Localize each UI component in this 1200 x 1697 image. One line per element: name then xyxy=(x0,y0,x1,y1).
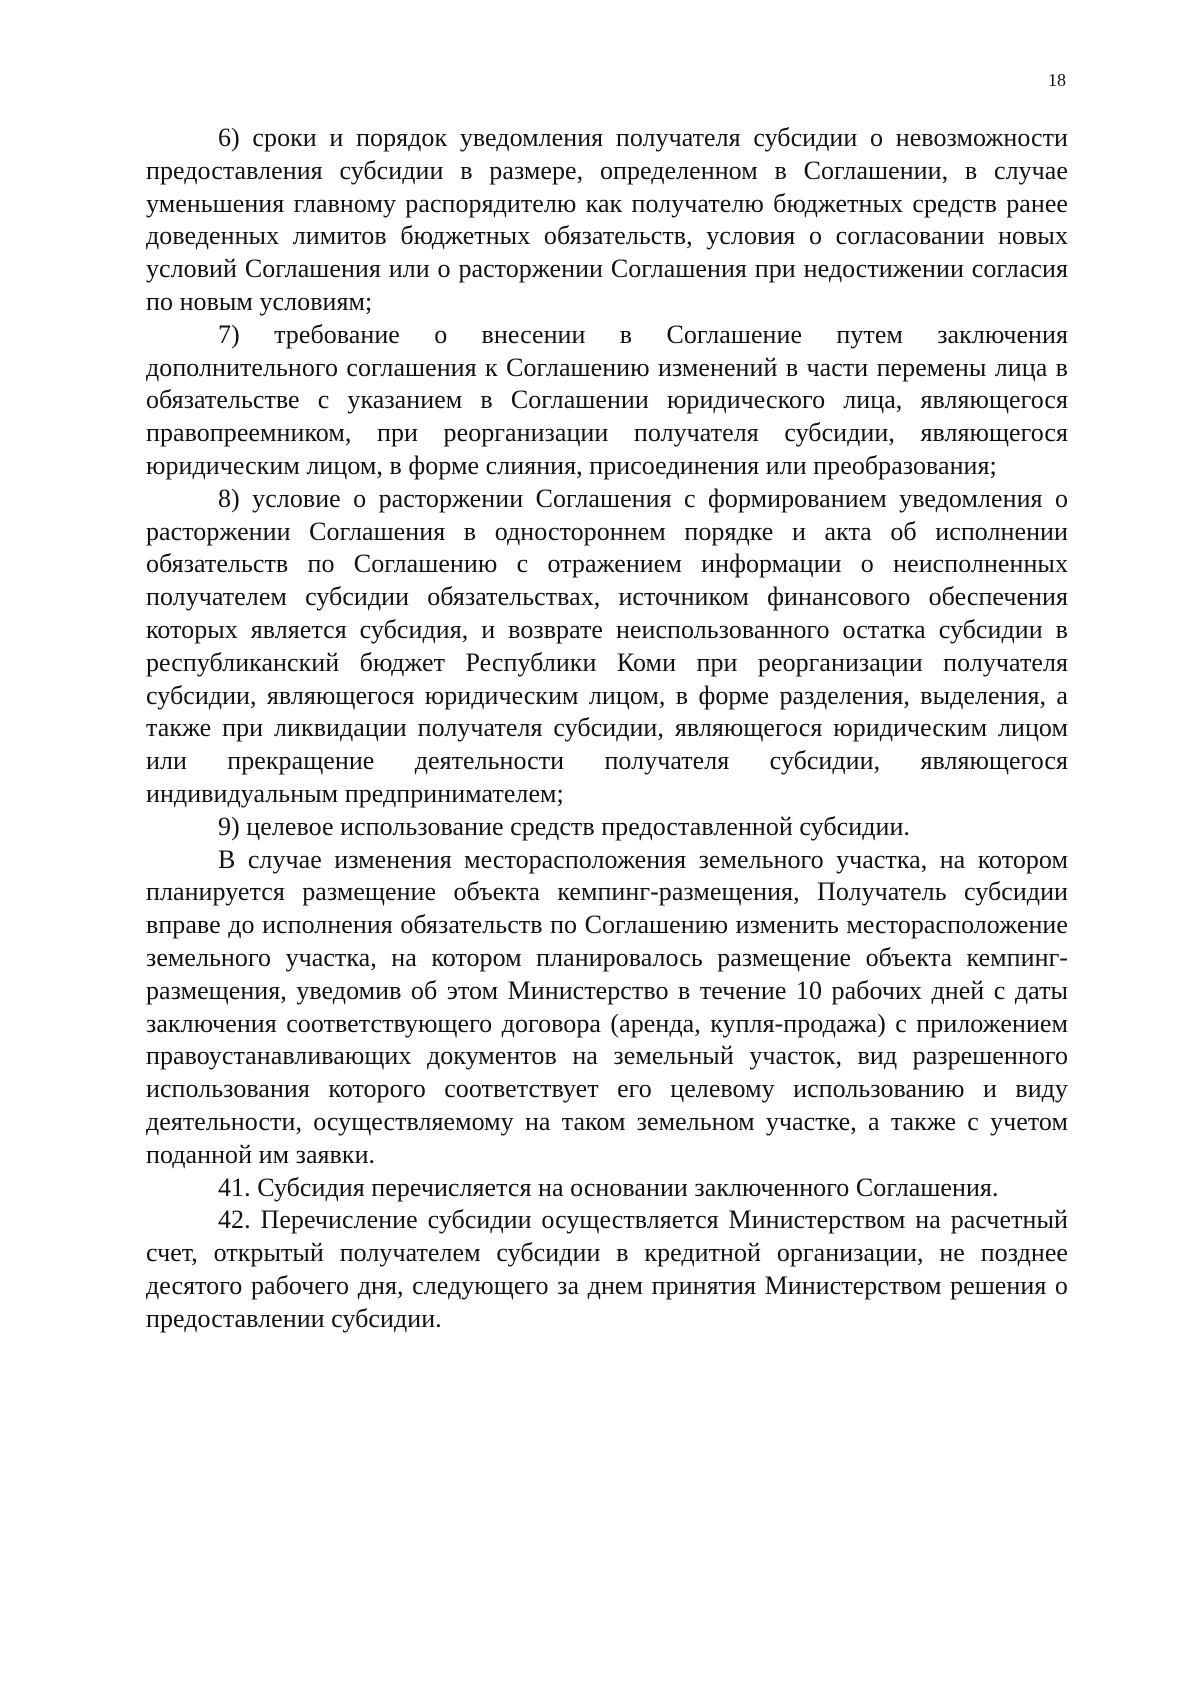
paragraph-41: 41. Субсидия перечисляется на основании заключенного Соглашения. xyxy=(218,1172,999,1202)
paragraph-land-plot-change: В случае изменения месторасположения земельного участка, на котором планируется размещение объекта кемпинг-размещения, Получатель субсидии вправе до исполнения обязательств по Соглашению изменить месторасположение земельного участка, на котором планировалось размещение объекта кемпинг-размещения, уведомив об этом Министерство в течение 10 рабочих дней с даты заключения соответствующего договора (аренда, купля-продажа) с приложением правоустанавливающих документов на земельный участок, вид разрешенного использования которого соответствует его целевому использованию и виду деятельности, осуществляемому на таком земельном участке, а также с учетом поданной им заявки. xyxy=(146,844,1068,1169)
paragraph-item-7: 7) требование о внесении в Соглашение путем заключения дополнительного соглашения к Соглашению изменений в части перемены лица в обязательстве с указанием в Соглашении юридического лица, являющегося правопреемником, при реорганизации получателя субсидии, являющегося юридическим лицом, в форме слияния, присоединения или преобразования; xyxy=(146,319,1068,480)
paragraph-item-8: 8) условие о расторжении Соглашения с формированием уведомления о расторжении Соглашения в одностороннем порядке и акта об исполнении обязательств по Соглашению с отражением информации о неисполненных получателем субсидии обязательствах, источником финансового обеспечения которых является субсидия, и возврате неиспользованного остатка субсидии в республиканский бюджет Республики Коми при реорганизации получателя субсидии, являющегося юридическим лицом, в форме разделения, выделения, а также при ликвидации получателя субсидии, являющегося юридическим лицом или прекращение деятельности получателя субсидии, являющегося индивидуальным предпринимателем; xyxy=(146,483,1068,808)
page-number: 18 xyxy=(1048,70,1066,90)
paragraph-item-9: 9) целевое использование средств предоставленной субсидии. xyxy=(218,811,910,841)
paragraph-item-6: 6) сроки и порядок уведомления получателя субсидии о невозможности предоставления субсидии в размере, определенном в Соглашении, в случае уменьшения главному распорядителю как получателю бюджетных средств ранее доведенных лимитов бюджетных обязательств, условия о согласовании новых условий Соглашения или о расторжении Соглашения при недостижении согласия по новым условиям; xyxy=(146,123,1068,316)
paragraph-42: 42. Перечисление субсидии осуществляется Министерством на расчетный счет, открытый получателем субсидии в кредитной организации, не позднее десятого рабочего дня, следующего за днем принятия Министерством решения о предоставлении субсидии. xyxy=(146,1205,1068,1333)
document-body xyxy=(146,122,1068,1335)
